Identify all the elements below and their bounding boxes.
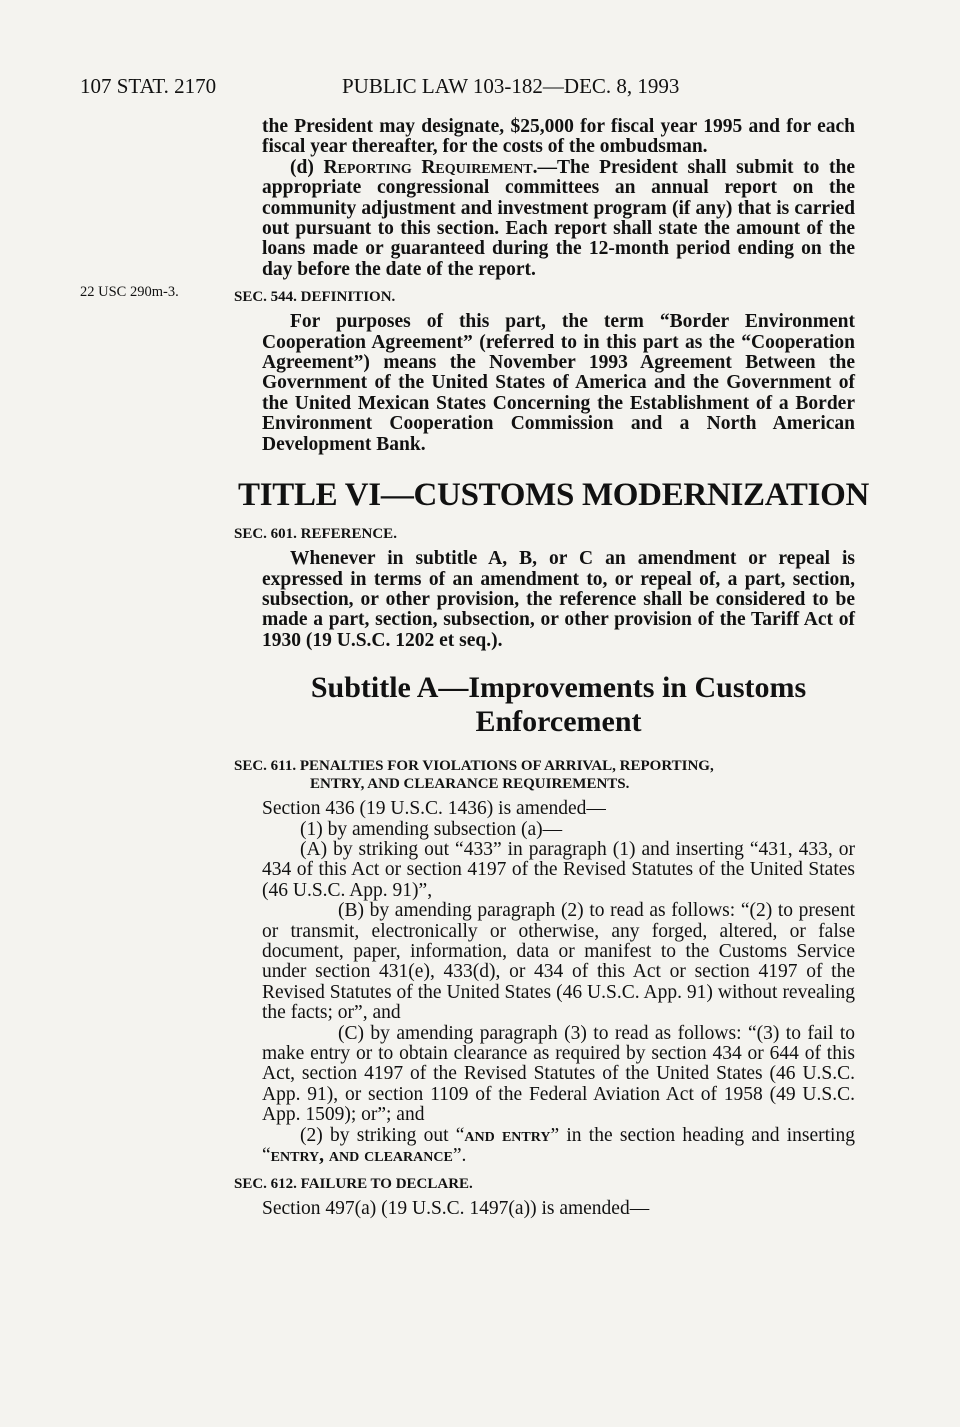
section-611-item-2 xyxy=(262,1126,855,1167)
section-611-item-1B: (B) by amending paragraph (2) to read as follows: “(2) to present or transmit, electronically or otherwise, any forged, altered, or false document, paper, information, data or manifest to the Customs Service under section 431(e), 433(d), or 434 of this Act or section 4197 of the Revised Statutes of the United States (46 U.S.C. App. 91) without revealing the facts; or”, and xyxy=(262,900,855,1024)
document-body xyxy=(234,116,869,1220)
paragraph-reporting-requirement xyxy=(262,158,855,280)
section-544-text: For purposes of this part, the term “Border Environment Cooperation Agreement” (referred to in this part as the “Cooperation Agreement”) means the November 1993 Agreement Between the Government of the United States of America and the Government of the United Mexican States Concerning the Establishment of a Border Environment Cooperation Commission and a North American Development Bank. xyxy=(262,311,855,455)
public-law-citation: PUBLIC LAW 103-182—DEC. 8, 1993 xyxy=(342,74,680,98)
section-611-item-1: (1) by amending subsection (a)— xyxy=(300,818,563,840)
subtitle-a-heading xyxy=(262,671,855,739)
item-2-prefix: (2) by striking out “ xyxy=(300,1124,465,1146)
section-601-text: Whenever in subtitle A, B, or C an amendment or repeal is expressed in terms of an amendment to, or repeal of, a part, section, subsection, or other provision, the reference shall be considered to be made a part, section, subsection, or other provision of the Tariff Act of 1930 (19 U.S.C. 1202 et seq.). xyxy=(262,548,855,651)
section-612-text: Section 497(a) (19 U.S.C. 1497(a)) is amended— xyxy=(262,1198,650,1220)
section-611-heading-line1: SEC. 611. PENALTIES FOR VIOLATIONS OF ARRIVAL, REPORTING, xyxy=(234,758,714,775)
item-2-suffix: ”. xyxy=(452,1145,467,1167)
section-612-heading: SEC. 612. FAILURE TO DECLARE. xyxy=(234,1176,473,1193)
section-611-intro: Section 436 (19 U.S.C. 1436) is amended— xyxy=(262,798,606,820)
section-611-heading xyxy=(234,757,855,793)
subsection-label: (d) xyxy=(290,156,324,178)
title-vi-heading: TITLE VI—CUSTOMS MODERNIZATION xyxy=(238,477,869,514)
paragraph-ombudsman-funding: the President may designate, $25,000 for fiscal year 1995 and for each fiscal year thereafter, for the costs of the ombudsman. xyxy=(262,116,855,158)
item-2-inserted-text: entry, and clearance xyxy=(270,1145,453,1167)
stat-page-number: 107 STAT. 2170 xyxy=(80,74,217,98)
section-611-item-1A: (A) by striking out “433” in paragraph (1) and inserting “431, 433, or 434 of this Act or section 4197 of the Revised Statutes of the United States (46 U.S.C. App. 91)”, xyxy=(262,838,855,901)
section-601-heading: SEC. 601. REFERENCE. xyxy=(234,526,397,543)
section-544-heading: SEC. 544. DEFINITION. xyxy=(234,289,396,306)
item-2-struck-text: and entry xyxy=(464,1124,551,1146)
subtitle-a-line2: Enforcement xyxy=(475,705,642,739)
subtitle-a-line1: Subtitle A—Improvements in Customs xyxy=(310,671,807,705)
subsection-heading: Reporting Requirement. xyxy=(323,156,538,178)
margin-citation: 22 USC 290m-3. xyxy=(80,284,179,300)
page-header xyxy=(80,74,860,104)
section-611-heading-line2: ENTRY, AND CLEARANCE REQUIREMENTS. xyxy=(310,776,630,793)
item-2-middle: ” in the section heading and inserting “ xyxy=(262,1124,855,1167)
subsection-text: —The President shall submit to the appropriate congressional committees an annual report on the community adjustment and investment program (if any) that is carried out pursuant to this section. Each report shall state the amount of the loans made or guaranteed during the 12-month period ending on the day before the date of the report. xyxy=(262,156,855,280)
section-611-item-1C: (C) by amending paragraph (3) to read as follows: “(3) to fail to make entry or to obtain clearance as required by section 434 or 644 of this Act, section 4197 of the Revised Statutes of the United States (46 U.S.C. App. 91), or section 1109 of the Federal Aviation Act of 1958 (49 U.S.C. App. 1509); or”; and xyxy=(262,1022,855,1126)
